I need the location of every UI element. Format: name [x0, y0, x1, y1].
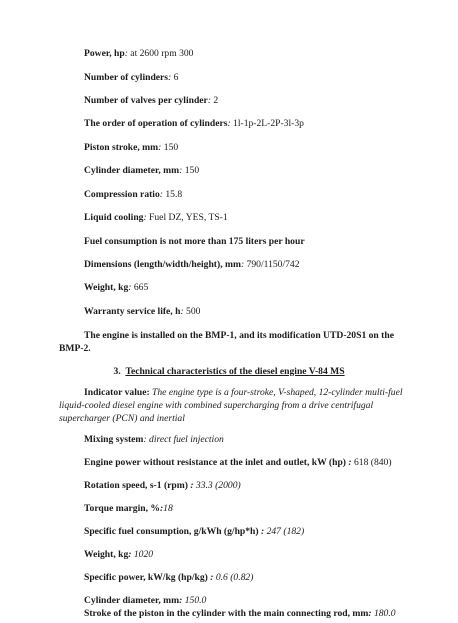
indicator-paragraph: Indicator value: The engine type is a four-stroke, V-shaped, 12-cylinder multi-fuel liquid-cooled diesel engine with combined supercharging from a drive centrifugal supercharger (PCN) and inertial	[59, 387, 403, 424]
section-heading	[0, 366, 458, 378]
spec-compression-ratio: Compression ratio: 15.8	[84, 189, 183, 200]
spec-piston-stroke-main-rod: Stroke of the piston in the cylinder with the main connecting rod, mm: 180.0	[84, 608, 396, 619]
spec-specific-fuel-consumption: Specific fuel consumption, g/kWh (g/hp*h) : 247 (182)	[84, 526, 305, 537]
spec-piston-stroke: Piston stroke, mm: 150	[84, 142, 179, 153]
spec-warranty-life: Warranty service life, h: 500	[84, 306, 201, 317]
spec-liquid-cooling: Liquid cooling: Fuel DZ, YES, TS-1	[84, 212, 228, 223]
spec-number-of-cylinders: Number of cylinders: 6	[84, 72, 179, 83]
spec-cylinder-order: The order of operation of cylinders: 1l-1p-2L-2P-3l-3p	[84, 118, 304, 129]
spec-engine-power: Engine power without resistance at the inlet and outlet, kW (hp) : 618 (840)	[84, 457, 392, 468]
spec-fuel-consumption: Fuel consumption is not more than 175 liters per hour	[84, 236, 305, 247]
spec-specific-power: Specific power, kW/kg (hp/kg) : 0.6 (0.82)	[84, 572, 254, 583]
installed-note: The engine is installed on the BMP-1, and its modification UTD-20S1 on the BMP-2.	[59, 330, 394, 354]
spec-cylinder-diameter-2: Cylinder diameter, mm: 150.0	[84, 595, 207, 606]
spec-rotation-speed: Rotation speed, s-1 (rpm) : 33.3 (2000)	[84, 480, 241, 491]
spec-torque-margin: Torque margin, %:18	[84, 503, 173, 514]
spec-weight: Weight, kg: 665	[84, 282, 149, 293]
spec-power: Power, hp: at 2600 rpm 300	[84, 48, 194, 59]
section-number: 3.	[113, 366, 121, 377]
section-title: Technical characteristics of the diesel engine V-84 MS	[125, 366, 345, 377]
spec-dimensions: Dimensions (length/width/height), mm: 790/1150/742	[84, 259, 300, 270]
spec-valves-per-cylinder: Number of valves per cylinder: 2	[84, 95, 219, 106]
spec-mixing-system: Mixing system: direct fuel injection	[84, 434, 224, 445]
spec-cylinder-diameter: Cylinder diameter, mm: 150	[84, 165, 200, 176]
spec-weight-2: Weight, kg: 1020	[84, 549, 154, 560]
